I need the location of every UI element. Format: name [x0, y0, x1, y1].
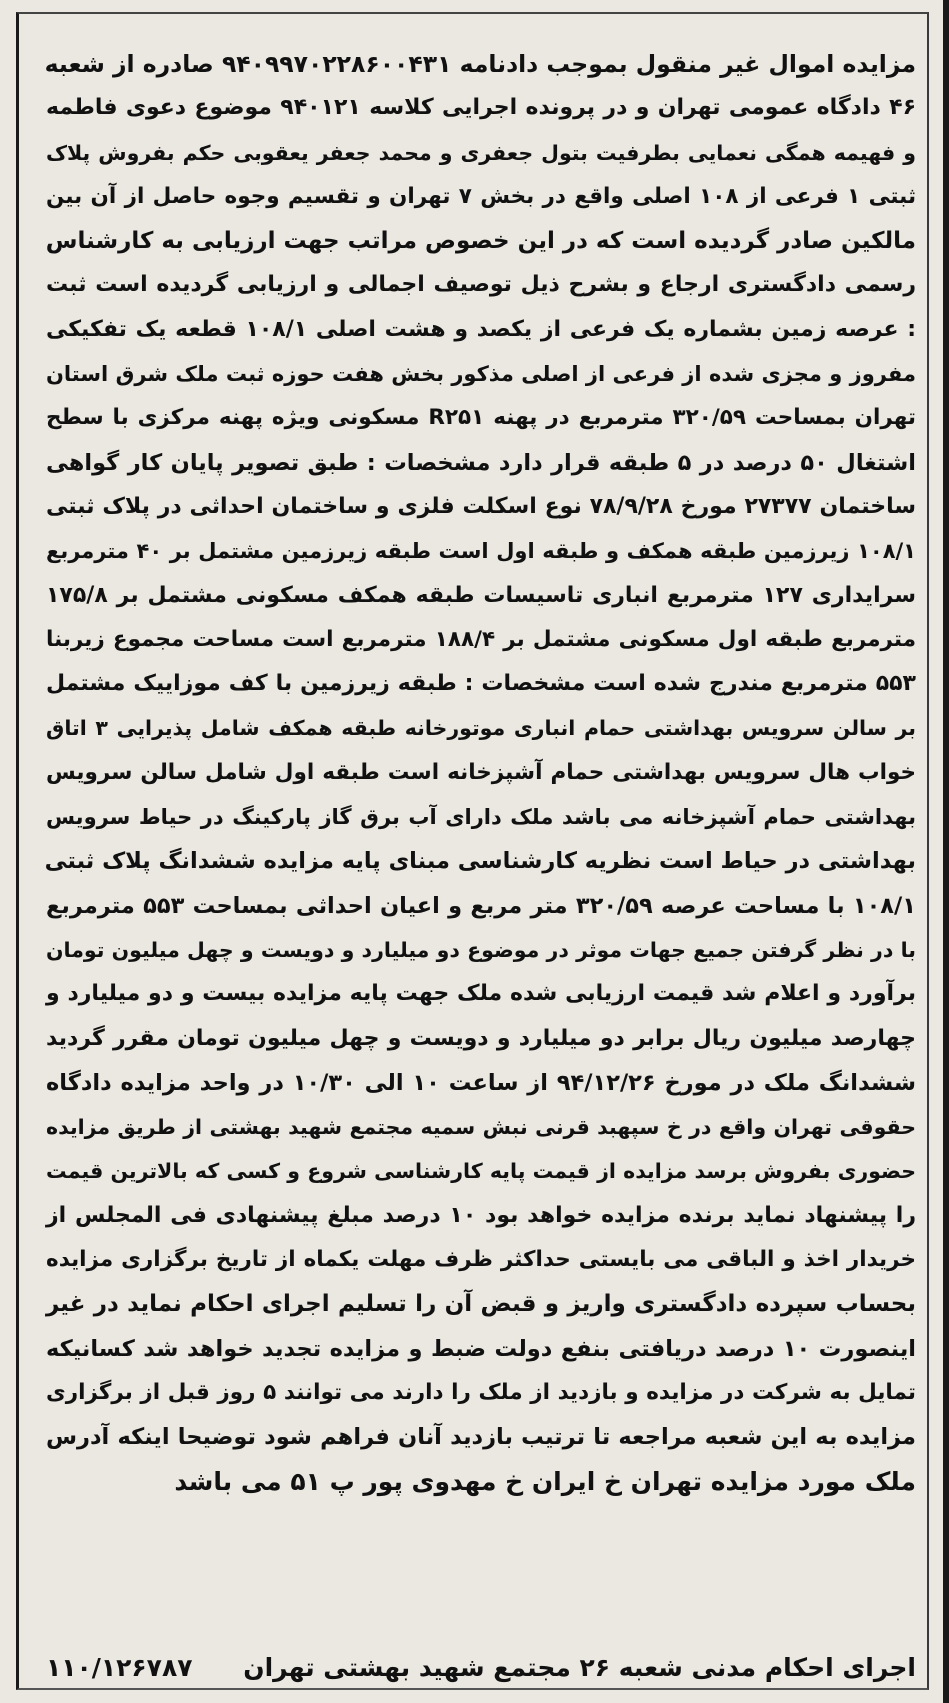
notice-line: ششدانگ ملک در مورخ ۹۴/۱۲/۲۶ از ساعت ۱۰ الی ۱۰/۳۰ در واحد مزایده دادگاه [46, 1069, 917, 1096]
issuing-department: اجرای احکام مدنی شعبه ۲۶ مجتمع شهید بهشتی تهران [243, 1653, 916, 1682]
notice-line: تهران بمساحت ۳۲۰/۵۹ مترمربع در پهنه R۲۵۱ مسکونی ویژه پهنه مرکزی با سطح [46, 405, 916, 431]
notice-line: سرایداری ۱۲۷ مترمربع انباری تاسیسات طبقه همکف مسکونی مشتمل بر ۱۷۵/۸ [46, 582, 917, 608]
notice-line: چهارصد میلیون ریال برابر دو میلیارد و دویست و چهل میلیون تومان مقرر گردید [46, 1025, 916, 1051]
notice-line: با در نظر گرفتن جمیع جهات موثر در موضوع دو میلیارد و دویست و چهل میلیون تومان [46, 937, 916, 962]
notice-line: مزایده به این شعبه مراجعه تا ترتیب بازدید آنان فراهم شود توضیحا اینکه آدرس [46, 1424, 916, 1451]
notice-line: ۱۰۸/۱ با مساحت عرصه ۳۲۰/۵۹ متر مربع و اعیان احداثی بمساحت ۵۵۳ مترمربع [46, 892, 916, 919]
notice-line: خواب هال سرویس بهداشتی حمام آشپزخانه است طبقه اول شامل سالن سرویس [46, 759, 916, 785]
notice-line: بهداشتی حمام آشپزخانه می باشد ملک دارای آب برق گاز پارکینگ در حیاط سرویس [46, 805, 916, 830]
notice-line: ساختمان ۲۷۳۷۷ مورخ ۷۸/۹/۲۸ نوع اسکلت فلزی و ساختمان احداثی در پلاک ثبتی [46, 493, 916, 519]
notice-line: رسمی دادگستری ارجاع و بشرح ذیل توصیف اجمالی و ارزیابی گردیده است ثبت [46, 272, 916, 298]
notice-line: برآورد و اعلام شد قیمت ارزیابی شده ملک جهت پایه مزایده بیست و دو میلیارد و [46, 981, 916, 1007]
notice-line: تمایل به شرکت در مزایده و بازدید از ملک را دارند می توانند ۵ روز قبل از برگزاری [46, 1379, 916, 1405]
notice-line: ۴۶ دادگاه عمومی تهران و در پرونده اجرایی کلاسه ۹۴۰۱۲۱ موضوع دعوی فاطمه [46, 95, 917, 121]
notice-line: مترمربع طبقه اول مسکونی مشتمل بر ۱۸۸/۴ مترمربع است مساحت مجموع زیربنا [46, 626, 916, 652]
notice-line: بر سالن سرویس بهداشتی حمام انباری موتورخانه طبقه همکف شامل پذیرایی ۳ اتاق [46, 716, 916, 741]
notice-line: ۵۵۳ مترمربع مندرج شده است مشخصات : طبقه زیرزمین با کف موزاییک مشتمل [46, 671, 916, 697]
notice-line: ۱۰۸/۱ زیرزمین طبقه همکف و طبقه اول است طبقه زیرزمین مشتمل بر ۴۰ مترمربع [46, 539, 917, 564]
notice-footer [46, 1646, 916, 1690]
notice-line: بحساب سپرده دادگستری واریز و قبض آن را تسلیم اجرای احکام نماید در غیر [46, 1291, 916, 1318]
notice-code: ۱۱۰/۱۲۶۷۸۷ [46, 1653, 193, 1682]
notice-line: حقوقی تهران واقع در خ سپهبد قرنی نبش سمیه مجتمع شهید بهشتی از طریق مزایده [46, 1115, 916, 1140]
column-rule [943, 0, 949, 1703]
notice-line: را پیشنهاد نماید برنده مزایده خواهد بود ۱۰ درصد مبلغ پیشنهادی فی المجلس از [46, 1202, 917, 1228]
notice-line: مفروز و مجزی شده از فرعی از اصلی مذکور بخش هفت حوزه ثبت ملک شرق استان [46, 362, 916, 387]
notice-line: : عرصه زمین بشماره یک فرعی از یکصد و هشت اصلی ۱۰۸/۱ قطعه یک تفکیکی [46, 316, 916, 342]
notice-line: و فهیمه همگی نعمایی بطرفیت بتول جعفری و محمد جعفر یعقوبی حکم بفروش پلاک [46, 140, 916, 165]
notice-line: ثبتی ۱ فرعی از ۱۰۸ اصلی واقع در بخش ۷ تهران و تقسیم وجوه حاصل از آن بین [46, 183, 917, 209]
notice-body [46, 42, 916, 1504]
notice-line: حضوری بفروش برسد مزایده از قیمت پایه کارشناسی شروع و کسی که بالاترین قیمت [46, 1159, 916, 1184]
notice-line: مزایده اموال غیر منقول بموجب دادنامه ۹۴۰۹۹۷۰۲۲۸۶۰۰۴۳۱ صادره از شعبه [44, 50, 916, 78]
notice-line: ملک مورد مزایده تهران خ ایران خ مهدوی پور پ ۵۱ می باشد [174, 1466, 916, 1496]
notice-line: خریدار اخذ و الباقی می بایستی حداکثر ظرف مهلت یکماه از تاریخ برگزاری مزایده [46, 1247, 916, 1273]
notice-line: بهداشتی در حیاط است نظریه کارشناسی مبنای پایه مزایده ششدانگ پلاک ثبتی [44, 848, 916, 875]
notice-line: اشتغال ۵۰ درصد در ۵ طبقه قرار دارد مشخصات : طبق تصویر پایان کار گواهی [46, 449, 916, 476]
notice-line: اینصورت ۱۰ درصد دریافتی بنفع دولت ضبط و مزایده تجدید خواهد شد کسانیکه [46, 1335, 916, 1362]
notice-line: مالکین صادر گردیده است که در این خصوص مراتب جهت ارزیابی به کارشناس [45, 228, 916, 255]
